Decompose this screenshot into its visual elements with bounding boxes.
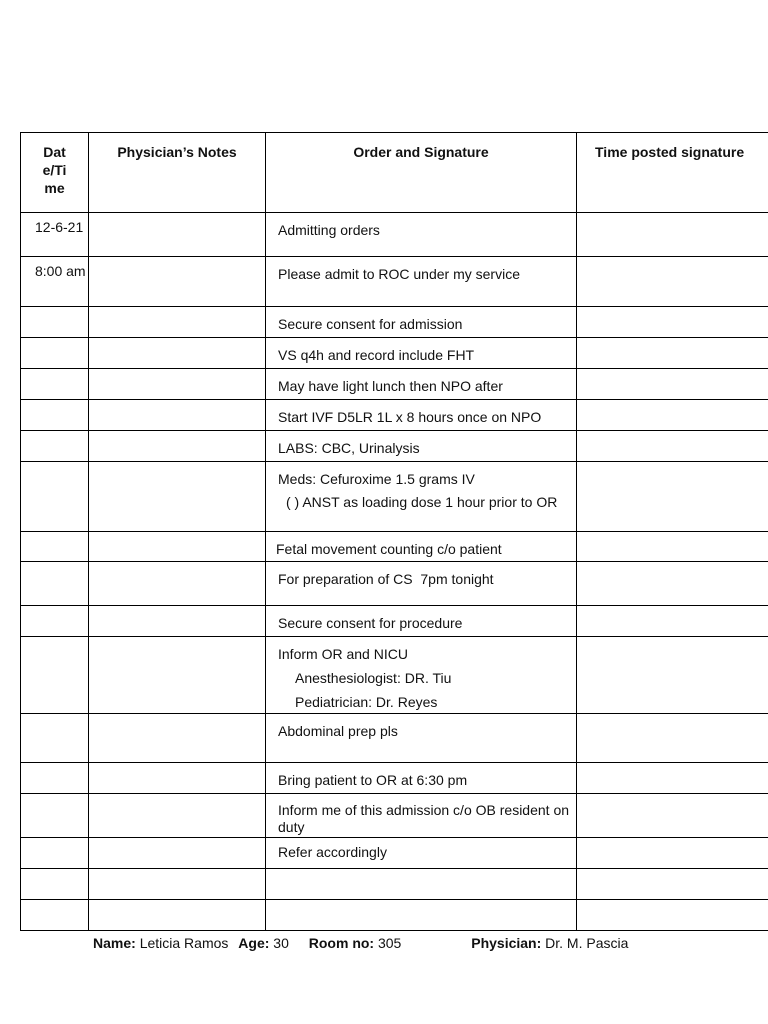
cell-notes (89, 637, 266, 714)
table-row (21, 900, 768, 931)
name-value: Leticia Ramos (139, 935, 229, 951)
cell-notes (89, 400, 266, 431)
cell-time-posted (577, 763, 768, 794)
cell-order: Meds: Cefuroxime 1.5 grams IV ( ) ANST as loading dose 1 hour prior to OR (266, 462, 577, 532)
cell-notes (89, 794, 266, 838)
cell-order (266, 900, 577, 931)
table-row (21, 532, 768, 562)
cell-notes (89, 338, 266, 369)
cell-time-posted (577, 794, 768, 838)
cell-order (266, 869, 577, 900)
cell-date (21, 462, 89, 532)
room-label: Room no: (308, 935, 375, 951)
cell-order: May have light lunch then NPO after (266, 369, 577, 400)
cell-order: Fetal movement counting c/o patient (266, 532, 577, 562)
table-row (21, 307, 768, 338)
cell-notes (89, 900, 266, 931)
cell-order: Bring patient to OR at 6:30 pm (266, 763, 577, 794)
cell-time-posted (577, 637, 768, 714)
cell-notes (89, 838, 266, 869)
cell-date (21, 307, 89, 338)
cell-time-posted (577, 213, 768, 257)
room-value: 305 (377, 935, 402, 951)
cell-date (21, 431, 89, 462)
table-row (21, 838, 768, 869)
header-order-signature: Order and Signature (266, 133, 577, 213)
physician-value: Dr. M. Pascia (545, 935, 629, 951)
cell-date (21, 794, 89, 838)
header-time-posted: Time posted signature (577, 133, 768, 213)
cell-notes (89, 213, 266, 257)
cell-date: 12-6-21 (21, 213, 89, 257)
cell-date: 8:00 am (21, 257, 89, 307)
cell-order: Inform me of this admission c/o OB resident on duty (266, 794, 577, 838)
cell-time-posted (577, 869, 768, 900)
cell-notes (89, 869, 266, 900)
table-row (21, 431, 768, 462)
table-row (21, 257, 768, 307)
cell-order: Secure consent for admission (266, 307, 577, 338)
cell-order: VS q4h and record include FHT (266, 338, 577, 369)
cell-order: Abdominal prep pls (266, 714, 577, 763)
cell-notes (89, 431, 266, 462)
table-row (21, 338, 768, 369)
table-row (21, 462, 768, 532)
table-row (21, 637, 768, 714)
cell-time-posted (577, 838, 768, 869)
cell-date (21, 869, 89, 900)
table-row (21, 763, 768, 794)
cell-notes (89, 462, 266, 532)
age-value: 30 (273, 935, 289, 951)
cell-notes (89, 257, 266, 307)
cell-order: Please admit to ROC under my service (266, 257, 577, 307)
cell-date (21, 763, 89, 794)
cell-notes (89, 307, 266, 338)
cell-time-posted (577, 257, 768, 307)
cell-time-posted (577, 369, 768, 400)
cell-notes (89, 532, 266, 562)
cell-time-posted (577, 900, 768, 931)
cell-date (21, 400, 89, 431)
cell-date (21, 637, 89, 714)
cell-time-posted (577, 714, 768, 763)
table-row (21, 794, 768, 838)
cell-time-posted (577, 462, 768, 532)
cell-notes (89, 369, 266, 400)
cell-time-posted (577, 606, 768, 637)
cell-order: Refer accordingly (266, 838, 577, 869)
table-row (21, 714, 768, 763)
table-row (21, 562, 768, 606)
cell-date (21, 900, 89, 931)
cell-date (21, 838, 89, 869)
header-date-time: Date/Time (21, 133, 89, 213)
cell-time-posted (577, 562, 768, 606)
cell-date (21, 532, 89, 562)
cell-time-posted (577, 400, 768, 431)
patient-info-footer (93, 934, 628, 952)
cell-date (21, 714, 89, 763)
cell-notes (89, 763, 266, 794)
table-row (21, 400, 768, 431)
header-physician-notes: Physician’s Notes (89, 133, 266, 213)
table-header-row (21, 133, 768, 213)
cell-notes (89, 606, 266, 637)
cell-date (21, 369, 89, 400)
cell-time-posted (577, 338, 768, 369)
cell-date (21, 606, 89, 637)
cell-time-posted (577, 532, 768, 562)
cell-order: Start IVF D5LR 1L x 8 hours once on NPO (266, 400, 577, 431)
table-row (21, 213, 768, 257)
physician-orders-table (20, 132, 768, 931)
physician-label: Physician: (471, 935, 542, 951)
cell-time-posted (577, 307, 768, 338)
cell-notes (89, 562, 266, 606)
table-row (21, 869, 768, 900)
cell-time-posted (577, 431, 768, 462)
cell-order: Secure consent for procedure (266, 606, 577, 637)
cell-order: Admitting orders (266, 213, 577, 257)
cell-order: Inform OR and NICU Anesthesiologist: DR. Tiu Pediatrician: Dr. Reyes (266, 637, 577, 714)
age-label: Age: (238, 935, 270, 951)
table-row (21, 606, 768, 637)
cell-order: LABS: CBC, Urinalysis (266, 431, 577, 462)
name-label: Name: (93, 935, 136, 951)
table-row (21, 369, 768, 400)
cell-notes (89, 714, 266, 763)
cell-date (21, 338, 89, 369)
cell-date (21, 562, 89, 606)
cell-order: For preparation of CS 7pm tonight (266, 562, 577, 606)
